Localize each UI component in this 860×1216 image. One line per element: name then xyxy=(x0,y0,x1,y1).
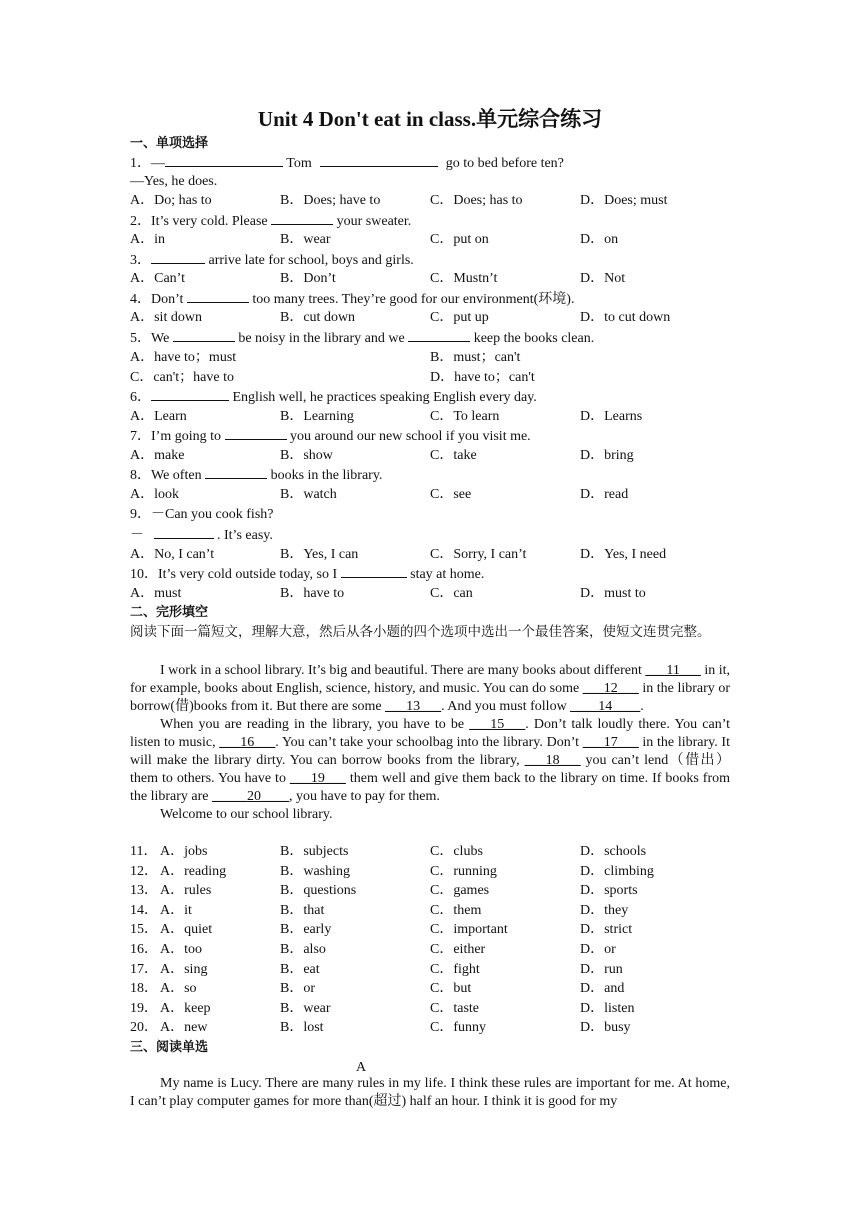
q7-option-d[interactable]: D．bring xyxy=(580,448,634,463)
q10-option-a[interactable]: A．must xyxy=(130,586,182,601)
cloze-question-number: 14． xyxy=(130,902,158,918)
q6-option-a[interactable]: A．Learn xyxy=(130,409,187,424)
cloze-option-c[interactable]: C．clubs xyxy=(430,844,483,859)
q10-option-c[interactable]: C．can xyxy=(430,586,473,601)
cloze-blank: ___13___ xyxy=(385,699,442,714)
cloze-blank: ___17___ xyxy=(582,735,639,750)
passage-paragraph-2 xyxy=(130,716,730,806)
q8-text-end: books in the library. xyxy=(267,468,383,483)
q4-option-a[interactable]: A．sit down xyxy=(130,310,202,325)
passage-text: in the library. It will make the library dirty. You can borrow books from the library, xyxy=(130,735,730,768)
answer-blank xyxy=(271,211,333,225)
q3-option-b[interactable]: B．Don’t xyxy=(280,271,336,286)
passage-text: . xyxy=(640,699,644,714)
cloze-option-b[interactable]: B．questions xyxy=(280,883,357,899)
q8-text: 8．We often xyxy=(130,468,206,483)
q7-text-end: you around our new school if you visit me. xyxy=(286,429,531,444)
q7-text: 7．I’m going to xyxy=(130,429,225,444)
q4-option-d[interactable]: D．to cut down xyxy=(580,310,671,325)
cloze-option-a[interactable]: A．jobs xyxy=(160,844,208,859)
cloze-option-a[interactable]: A．keep xyxy=(160,1000,211,1016)
answer-blank xyxy=(165,153,283,167)
cloze-option-a[interactable]: A．reading xyxy=(160,863,227,879)
cloze-blank: ___15___ xyxy=(469,717,526,732)
cloze-question-number: 17． xyxy=(130,961,158,977)
answer-blank xyxy=(408,328,470,342)
passage-text: you can’t lend（借出）them to others. You have to xyxy=(130,753,730,786)
q5-option-b[interactable]: B．must；can't xyxy=(430,350,521,365)
cloze-option-a[interactable]: A．sing xyxy=(160,961,208,977)
cloze-option-c[interactable]: C．taste xyxy=(430,1000,479,1016)
cloze-option-d[interactable]: D．schools xyxy=(580,844,647,859)
q3-text: 3． xyxy=(130,253,151,268)
q1-option-a[interactable]: A．Do; has to xyxy=(130,193,212,208)
q2-option-a[interactable]: A．in xyxy=(130,232,165,247)
answer-blank xyxy=(187,289,249,303)
cloze-option-c[interactable]: C．games xyxy=(430,883,490,899)
q1-answer-line: —Yes, he does. xyxy=(130,174,218,189)
answer-blank xyxy=(205,465,267,479)
q2-option-c[interactable]: C．put on xyxy=(430,232,489,247)
answer-blank xyxy=(341,564,407,578)
cloze-option-a[interactable]: A．new xyxy=(160,1020,208,1036)
passage-text: . Don’t talk loudly there. You can’t listen to music, xyxy=(130,717,730,750)
cloze-option-a[interactable]: A．too xyxy=(160,942,202,957)
answer-blank xyxy=(154,525,214,539)
cloze-blank: ___12___ xyxy=(582,681,639,696)
q3-option-c[interactable]: C．Mustn’t xyxy=(430,271,498,286)
q9-option-c[interactable]: C．Sorry, I can’t xyxy=(430,547,527,562)
q5-option-a[interactable]: A．have to；must xyxy=(130,350,237,365)
q6-option-d[interactable]: D．Learns xyxy=(580,409,643,424)
cloze-option-d[interactable]: D．and xyxy=(580,981,625,997)
cloze-question-number: 16． xyxy=(130,942,158,957)
cloze-option-a[interactable]: A．quiet xyxy=(160,922,213,938)
question-10 xyxy=(130,564,484,584)
q4-option-b[interactable]: B．cut down xyxy=(280,310,356,325)
cloze-blank: ___19___ xyxy=(289,771,346,786)
cloze-option-d[interactable]: D．listen xyxy=(580,1000,635,1016)
q1-text-end: go to bed before ten? xyxy=(442,156,564,171)
q9-option-b[interactable]: B．Yes, I can xyxy=(280,547,359,562)
q8-option-a[interactable]: A．look xyxy=(130,487,179,502)
cloze-option-b[interactable]: B．subjects xyxy=(280,844,349,859)
question-1 xyxy=(130,153,564,173)
q8-option-b[interactable]: B．watch xyxy=(280,487,337,502)
question-5 xyxy=(130,328,594,348)
cloze-blank: ___18___ xyxy=(524,753,581,768)
q5-text: 5．We xyxy=(130,331,173,346)
cloze-question-number: 11． xyxy=(130,844,158,859)
q6-text-end: English well, he practices speaking English every day. xyxy=(229,390,537,405)
cloze-option-c[interactable]: C．fight xyxy=(430,961,480,977)
cloze-question-number: 13． xyxy=(130,883,158,899)
passage-text: , you have to pay for them. xyxy=(289,789,440,804)
cloze-option-a[interactable]: A．so xyxy=(160,981,197,997)
question-9: 9．－Can you cook fish? xyxy=(130,507,274,522)
cloze-option-d[interactable]: D．climbing xyxy=(580,863,654,879)
cloze-option-a[interactable]: A．rules xyxy=(160,883,212,899)
q3-text-end: arrive late for school, boys and girls. xyxy=(205,253,414,268)
q5-text-end: keep the books clean. xyxy=(470,331,595,346)
cloze-option-c[interactable]: C．them xyxy=(430,902,482,918)
cloze-option-c[interactable]: C．important xyxy=(430,922,508,938)
cloze-option-c[interactable]: C．running xyxy=(430,863,497,879)
question-4 xyxy=(130,289,574,309)
passage-text: When you are reading in the library, you have to be xyxy=(160,717,470,732)
q7-option-c[interactable]: C．take xyxy=(430,448,477,463)
q8-option-d[interactable]: D．read xyxy=(580,487,629,502)
cloze-instructions: 阅读下面一篇短文，理解大意，然后从各小题的四个选项中选出一个最佳答案，使短文连贯完整。 xyxy=(130,624,711,640)
question-9-reply xyxy=(130,525,273,545)
cloze-option-b[interactable]: B．eat xyxy=(280,961,320,977)
answer-blank xyxy=(320,153,438,167)
q9-option-a[interactable]: A．No, I can’t xyxy=(130,547,215,562)
passage-text: them well and give them back to the library on time. If books from the library are xyxy=(130,771,730,804)
q2-text: 2．It’s very cold. Please xyxy=(130,214,272,229)
answer-blank xyxy=(225,426,287,440)
q2-text-end: your sweater. xyxy=(333,214,412,229)
cloze-option-c[interactable]: C．funny xyxy=(430,1020,486,1036)
q9-dash: － xyxy=(130,528,148,543)
cloze-option-d[interactable]: D．run xyxy=(580,961,623,977)
q6-option-b[interactable]: B．Learning xyxy=(280,409,354,424)
cloze-question-number: 20． xyxy=(130,1020,158,1036)
q6-text: 6． xyxy=(130,390,151,405)
passage-a-text: My name is Lucy. There are many rules in my life. I think these rules are important for me. At home, I can’t play computer games for more than(超过) half an hour. I think it is good for my xyxy=(130,1076,730,1109)
cloze-option-b[interactable]: B．lost xyxy=(280,1020,324,1036)
q10-option-d[interactable]: D．must to xyxy=(580,586,646,601)
q7-option-b[interactable]: B．show xyxy=(280,448,333,463)
passage-a xyxy=(130,1075,730,1111)
cloze-blank: _____20____ xyxy=(212,789,290,804)
cloze-option-d[interactable]: D．sports xyxy=(580,883,638,899)
q2-option-b[interactable]: B．wear xyxy=(280,232,331,247)
q3-option-a[interactable]: A．Can’t xyxy=(130,271,185,286)
cloze-question-number: 18． xyxy=(130,981,158,997)
question-2 xyxy=(130,211,411,231)
passage-text: . You can’t take your schoolbag into the library. Don’t xyxy=(275,735,583,750)
cloze-option-d[interactable]: D．or xyxy=(580,942,616,957)
q10-option-b[interactable]: B．have to xyxy=(280,586,345,601)
cloze-passage xyxy=(130,662,730,824)
q1-option-b[interactable]: B．Does; have to xyxy=(280,193,381,208)
cloze-blank: ___16___ xyxy=(219,735,276,750)
cloze-question-number: 12． xyxy=(130,863,158,879)
question-7 xyxy=(130,426,531,446)
cloze-option-b[interactable]: B．wear xyxy=(280,1000,331,1016)
answer-blank xyxy=(151,387,229,401)
passage-paragraph-3: Welcome to our school library. xyxy=(160,807,333,822)
cloze-question-number: 19． xyxy=(130,1000,158,1016)
q5-option-c[interactable]: C．can't；have to xyxy=(130,370,234,385)
question-8 xyxy=(130,465,382,485)
q1-text: Tom xyxy=(283,156,316,171)
cloze-question-number: 15． xyxy=(130,922,158,938)
q5-text-mid: be noisy in the library and we xyxy=(234,331,409,346)
cloze-option-a[interactable]: A．it xyxy=(160,902,192,918)
cloze-blank: ___11___ xyxy=(645,663,701,678)
q10-text: 10．It’s very cold outside today, so I xyxy=(130,567,341,582)
passage-text: in the library or borrow(借)books from it. But there are some xyxy=(130,681,730,714)
passage-text: in it, for example, books about English, science, history, and music. You can do some xyxy=(130,663,730,696)
section-heading-single-choice: 一、单项选择 xyxy=(130,136,209,151)
q6-option-c[interactable]: C．To learn xyxy=(430,409,500,424)
q9-option-d[interactable]: D．Yes, I need xyxy=(580,547,667,562)
answer-blank xyxy=(151,250,205,264)
page-title: Unit 4 Don't eat in class.单元综合练习 xyxy=(257,107,603,131)
cloze-option-c[interactable]: C．but xyxy=(430,981,472,997)
q4-text: 4．Don’t xyxy=(130,292,187,307)
q1-number: 1．— xyxy=(130,156,165,171)
q10-text-end: stay at home. xyxy=(406,567,485,582)
q4-text-end: too many trees. They’re good for our environment(环境). xyxy=(248,292,575,307)
answer-blank xyxy=(173,328,235,342)
passage-a-label: A xyxy=(356,1060,367,1075)
cloze-option-b[interactable]: B．also xyxy=(280,942,326,957)
cloze-option-b[interactable]: B．or xyxy=(280,981,315,997)
cloze-option-c[interactable]: C．either xyxy=(430,942,486,957)
passage-text: I work in a school library. It’s big and beautiful. There are many books about different xyxy=(160,663,646,678)
question-6 xyxy=(130,387,537,407)
q8-option-c[interactable]: C．see xyxy=(430,487,472,502)
q7-option-a[interactable]: A．make xyxy=(130,448,185,463)
passage-text: . And you must follow xyxy=(441,699,571,714)
q5-option-d[interactable]: D．have to；can't xyxy=(430,370,535,385)
q1-option-d[interactable]: D．Does; must xyxy=(580,193,668,208)
cloze-option-d[interactable]: D．strict xyxy=(580,922,633,938)
question-3 xyxy=(130,250,414,270)
cloze-option-d[interactable]: D．they xyxy=(580,902,629,918)
cloze-blank: ____14____ xyxy=(570,699,641,714)
cloze-option-b[interactable]: B．early xyxy=(280,922,332,938)
section-heading-cloze: 二、完形填空 xyxy=(130,605,209,620)
cloze-option-d[interactable]: D．busy xyxy=(580,1020,631,1036)
q1-option-c[interactable]: C．Does; has to xyxy=(430,193,523,208)
section-heading-reading: 三、阅读单选 xyxy=(130,1040,209,1055)
q4-option-c[interactable]: C．put up xyxy=(430,310,489,325)
q2-option-d[interactable]: D．on xyxy=(580,232,619,247)
q9-text-end: . It’s easy. xyxy=(213,528,273,543)
q3-option-d[interactable]: D．Not xyxy=(580,271,626,286)
passage-paragraph-1 xyxy=(130,662,730,716)
cloze-option-b[interactable]: B．washing xyxy=(280,863,350,879)
cloze-option-b[interactable]: B．that xyxy=(280,902,325,918)
